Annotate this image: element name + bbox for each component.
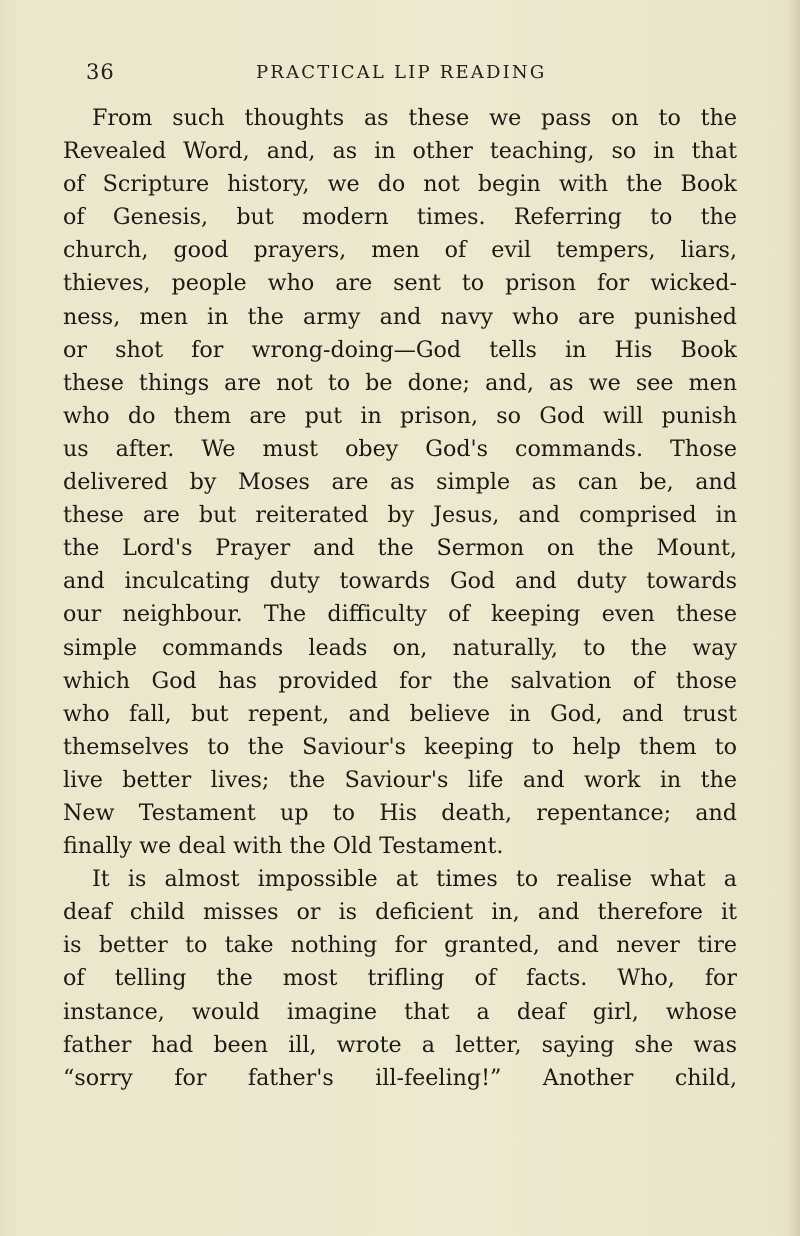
text-line: and inculcating duty towards God and duty towards [63, 568, 737, 595]
text-line: father had been ill, wrote a letter, saying she was [63, 1031, 737, 1058]
text-line: these things are not to be done; and, as we see men [63, 369, 737, 396]
running-title: PRACTICAL LIP READING [256, 62, 547, 83]
text-line: the Lord's Prayer and the Sermon on the Mount, [63, 535, 737, 562]
body-text [63, 102, 737, 1095]
text-line: finally we deal with the Old Testament. [63, 833, 504, 860]
text-line: themselves to the Saviour's keeping to help them to [63, 733, 737, 760]
text-line: these are but reiterated by Jesus, and comprised in [63, 502, 737, 529]
text-line: is better to take nothing for granted, and never tire [63, 932, 737, 959]
text-line: which God has provided for the salvation of those [63, 667, 737, 694]
text-line: From such thoughts as these we pass on to the [92, 105, 737, 131]
text-line: “sorry for father's ill-feeling!” Another child, [63, 1064, 737, 1091]
text-line: us after. We must obey God's commands. Those [63, 435, 737, 462]
text-line: It is almost impossible at times to realise what a [92, 866, 737, 893]
text-line: simple commands leads on, naturally, to the way [63, 634, 737, 661]
text-line: of telling the most trifling of facts. Who, for [63, 965, 737, 992]
text-line: delivered by Moses are as simple as can be, and [63, 469, 737, 496]
text-line: our neighbour. The difficulty of keeping even these [63, 601, 737, 628]
text-line: thieves, people who are sent to prison for wicked- [63, 270, 737, 297]
text-line: or shot for wrong-doing—God tells in His Book [63, 336, 737, 363]
page-header [86, 60, 736, 90]
text-line: Revealed Word, and, as in other teaching, so in that [63, 138, 737, 165]
text-line: who do them are put in prison, so God will punish [63, 402, 737, 429]
text-line: ness, men in the army and navy who are punished [63, 303, 737, 330]
text-line: instance, would imagine that a deaf girl, whose [63, 998, 737, 1025]
text-line: who fall, but repent, and believe in God, and trust [63, 700, 737, 727]
text-line: church, good prayers, men of evil tempers, liars, [63, 237, 737, 264]
text-line: of Genesis, but modern times. Referring to the [63, 204, 737, 231]
page-edge-shadow [786, 0, 800, 1236]
text-line: New Testament up to His death, repentance; and [63, 799, 737, 826]
text-line: of Scripture history, we do not begin with the Book [63, 171, 737, 198]
text-line: live better lives; the Saviour's life and work in the [63, 766, 737, 793]
page-number: 36 [86, 60, 115, 84]
text-line: deaf child misses or is deficient in, and therefore it [63, 899, 737, 926]
